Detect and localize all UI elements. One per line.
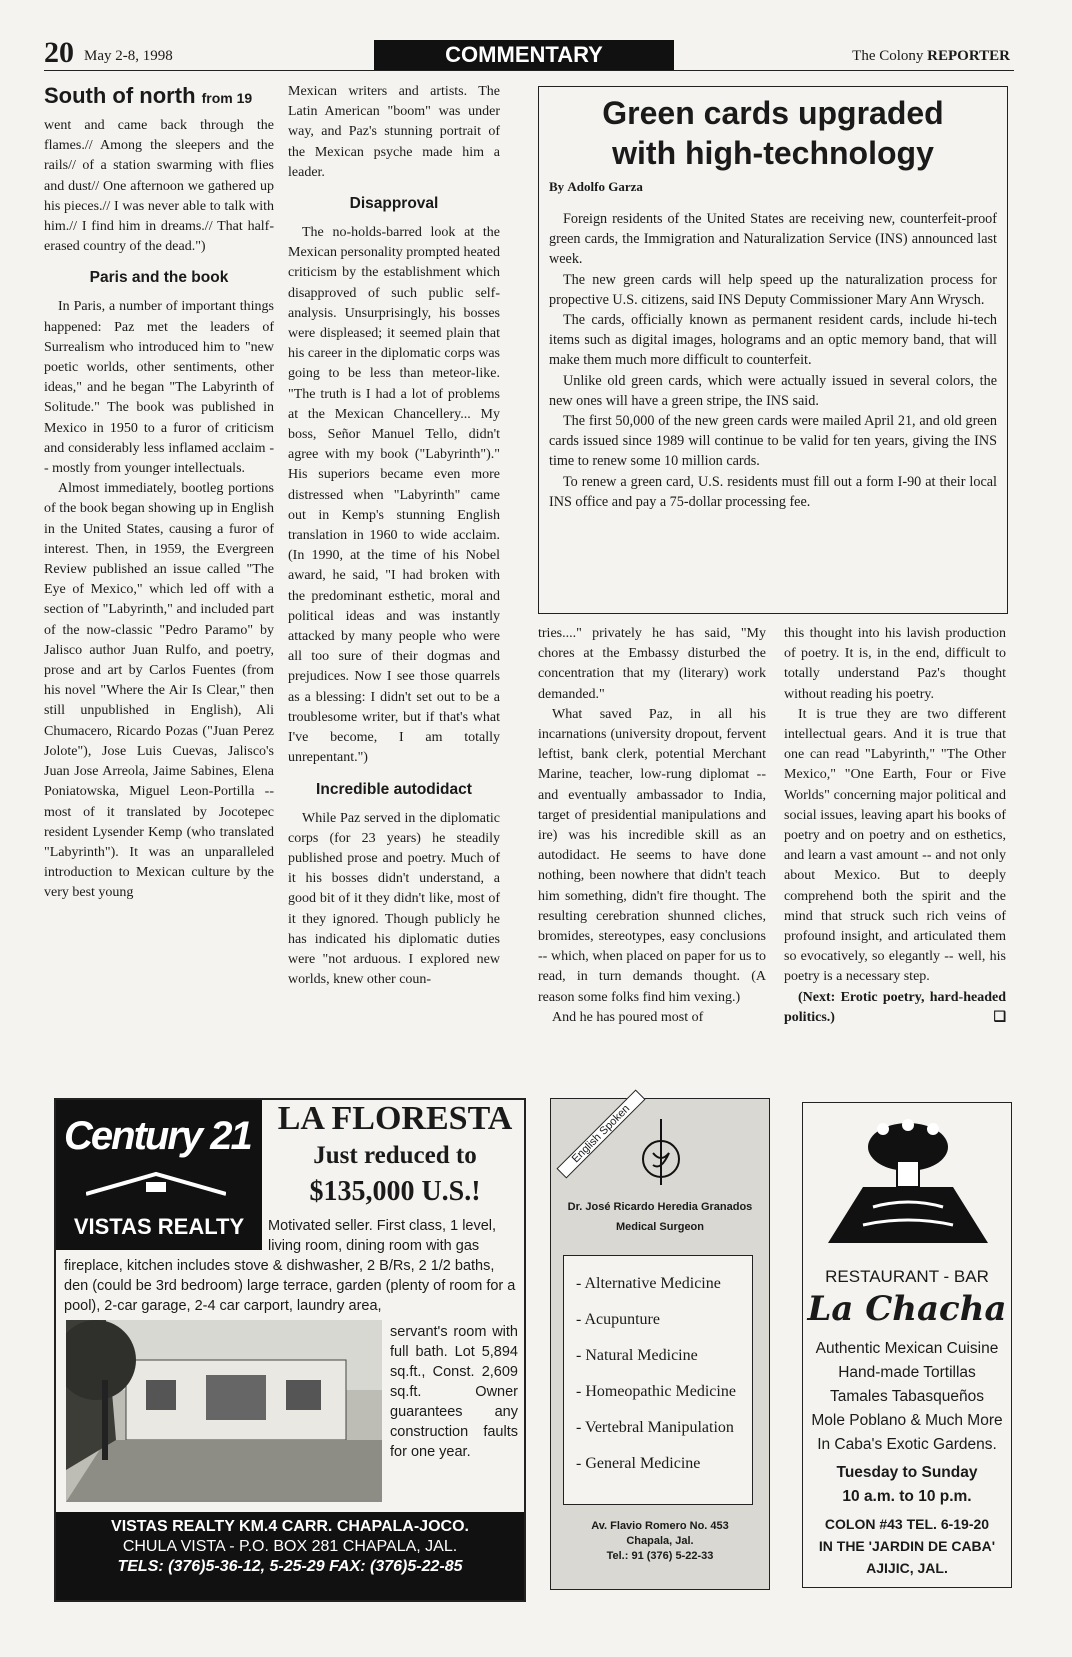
desc-line: Mole Poblano & Much More (811, 1412, 1003, 1429)
next-installment (784, 988, 1006, 1028)
doctor-name: Dr. José Ricardo Heredia Granados (567, 1201, 753, 1213)
subhead-autodidact: Incredible autodidact (316, 780, 472, 798)
page-number: 20 (44, 36, 74, 69)
story-jump-from: from 19 (201, 90, 253, 106)
listing-desc-wide: fireplace, kitchen includes stove & dishwasher, 2 B/Rs, 2 1/2 baths, den (could be 3rd bedroom) large terrace, garden (plenty of room for a pool), 2-car garage, 2-4 car carport, laundry area, (64, 1258, 516, 1314)
green-cards-paragraph: The first 50,000 of the new green cards were mailed April 21, and old green cards issued since 1989 will continue to be valid for ten years, giving the INS time to renew some 10 million cards. (549, 413, 997, 470)
green-cards-paragraph: The cards, officially known as permanent resident cards, include hi-tech items such as digital images, holograms and an optic memory band, that will make them much more difficult to counterfeit. (549, 312, 997, 369)
address-line-1: COLON #43 TEL. 6-19-20 (824, 1516, 990, 1532)
caduceus-logo-icon (631, 1119, 691, 1189)
address-line-2: IN THE 'JARDIN DE CABA' (818, 1538, 996, 1554)
subhead-paris: Paris and the book (89, 269, 229, 287)
green-cards-headline (549, 93, 997, 173)
service-item: - Homeopathic Medicine (576, 1383, 736, 1400)
service-item: - Vertebral Manipulation (576, 1419, 734, 1436)
service-item: - Acupunture (576, 1311, 660, 1328)
page-header (44, 36, 1020, 70)
dancer-illustration (823, 1117, 993, 1247)
doctor-title: Medical Surgeon (615, 1221, 705, 1233)
listing-headline: LA FLORESTA (277, 1100, 513, 1137)
paper-name (852, 48, 1010, 65)
restaurant-kind: RESTAURANT - BAR (825, 1267, 989, 1286)
desc-line: Authentic Mexican Cuisine (815, 1340, 999, 1357)
story-paragraph: this thought into his lavish production of poetry. It is, in the end, difficult to totally understand Paz's thought without reading his poetry. (784, 626, 1006, 702)
century21-agency: VISTAS REALTY (73, 1214, 245, 1239)
subhead-disapproval: Disapproval (349, 195, 439, 213)
century21-logo-text: Century 21 (64, 1114, 251, 1158)
listing-desc-top: Motivated seller. First class, 1 level, living room, dining room with gas (268, 1218, 497, 1254)
story-paragraph: The no-holds-barred look at the Mexican personality prompted heated criticism by the establishment which disapproved of such public self-analysis. Unsurprisingly, his bosses were displeased; it seemed plain that his career in the diplomatic corps was going to be less than meteor-like. "The truth is I had a lot of problems at the Mexican Chancellery... My boss, Señor Manuel Tello, didn't agree with my book ("Labyrinth")." His superiors became even more distressed when "Labyrinth" came out in Kemp's stunning English translation in 1960 to wide acclaim. (In 1990, at the time of his Nobel award, he said, "I had broken with the predominant esthetic, moral and political ideas and was instantly attacked by many people who were all too sure of their dogmas and prejudices. Now I see those quarrels as a blessing: I didn't set out to be a troublesome writer, but if that's what I've become, I am totally unrepentant.") (288, 225, 500, 766)
open-days: Tuesday to Sunday (836, 1464, 978, 1481)
service-item: - Alternative Medicine (576, 1275, 721, 1292)
address-line-3: AJIJIC, JAL. (866, 1560, 948, 1576)
header-rule (44, 70, 1014, 71)
next-installment-text: (Next: Erotic poetry, hard-headed politics.) (784, 989, 1006, 1025)
story-title (44, 82, 274, 112)
la-chacha-ad (802, 1102, 1012, 1588)
century21-ad (54, 1098, 526, 1602)
desc-line: In Caba's Exotic Gardens. (817, 1436, 997, 1453)
service-item: - General Medicine (576, 1455, 701, 1472)
story-paragraph: It is true they are two different intellectual gears. And it is true that one can read "Labyrinth," "The Other Mexico," "One Earth, Four or Five Worlds" concerning major political and social issues, leaving apart his books of poetry and on poetry and on esthetics, and learn a vast amount -- and not only about Mexico. But to deeply comprehend both the spirit and the mind that struck such rich veins of profound insight, and articulated them so evocatively, so elegantly -- well, his poetry is a necessary step. (784, 706, 1006, 985)
service-item: - Natural Medicine (576, 1347, 698, 1364)
restaurant-address (803, 1513, 1011, 1579)
green-cards-byline (549, 179, 997, 195)
open-hours: 10 a.m. to 10 p.m. (842, 1488, 972, 1505)
story-column-1 (44, 82, 274, 904)
restaurant-description (803, 1337, 1011, 1509)
headline-line-2: with high-technology (612, 135, 934, 171)
end-mark-icon: ❑ (993, 1009, 1006, 1025)
byline-author: Adolfo Garza (567, 179, 643, 194)
doctor-ad (550, 1098, 770, 1590)
house-roof-icon (86, 1168, 226, 1198)
green-cards-paragraph: Foreign residents of the United States are receiving new, counterfeit-proof green cards, the Immigration and Naturalization Service (INS) announced last week. (549, 211, 997, 268)
desc-line: Tamales Tabasqueños (830, 1388, 984, 1405)
story-paragraph: went and came back through the flames.// Among the sleepers and the rails// of a station swarming with flies and dust// One afternoon we gathered up his pieces.// I was never able to talk with him.// I find him in dreams.// That half-erased country of the dead.") (44, 118, 274, 255)
listing-price: $135,000 U.S.! (309, 1176, 481, 1207)
story-paragraph: In Paris, a number of important things happened: Paz met the leaders of Surrealism who introduced him to "new poetic worlds, other sentiments, other ideas," and he began "The Labyrinth of Solitude." The book was published in Mexico in 1950 to a furor of criticism and considerably less inflamed acclaim -- mostly from younger intellectuals. (44, 299, 274, 477)
doctor-phone: Tel.: 91 (376) 5-22-33 (606, 1550, 714, 1562)
green-cards-paragraph: The new green cards will help speed up the naturalization process for propective U.S. citizens, said INS Deputy Commissioner Mary Ann Wrysch. (549, 271, 997, 308)
services-list (563, 1255, 753, 1505)
century21-logo (56, 1100, 262, 1250)
story-paragraph: tries...." privately he has said, "My chores at the Embassy disturbed the concentration that my (literary) work demanded." (538, 626, 766, 702)
story-paragraph: What saved Paz, in all his incarnations (university dropout, fervent leftist, bank clerk, potential Merchant Marine, teacher, low-rung diplomat -- and eventually ambassador to India, target of presidential manipulations and ire) was his incredible skill as an autodidact. He seems to have done nothing, been nowhere that didn't teach him something, didn't fire thought. The resulting cerebration shunned cliches, bromides, stereotypes, easy conclusions -- which, when placed on paper for us to read, in turn demands thought. (A reason some folks find him vexing.) (538, 706, 766, 1005)
century21-footer (56, 1512, 524, 1600)
house-photo (66, 1320, 382, 1502)
green-cards-article (538, 86, 1008, 614)
restaurant-name: La Chacha (807, 1289, 1007, 1329)
listing-desc-side: servant's room with full bath. Lot 5,894 sq.ft., Const. 2,609 sq.ft. Owner guarantees any construction faults for one year. (390, 1324, 518, 1460)
story-column-4 (784, 624, 1006, 1028)
story-column-2 (288, 82, 500, 990)
footer-line-1: VISTAS REALTY KM.4 CARR. CHAPALA-JOCO. (111, 1518, 469, 1535)
paper-title: REPORTER (927, 48, 1010, 64)
story-paragraph: While Paz served in the diplomatic corps (for 23 years) he steadily published prose and poetry. Much of it his bosses didn't understand, a good bit of it they didn't like, most of it they ignored. Though publicly he has indicated his diplomatic duties were "not arduous. I explored new worlds, knew other coun- (288, 810, 500, 988)
address-line-1: Av. Flavio Romero No. 453 (591, 1520, 729, 1532)
story-paragraph: Almost immediately, bootleg portions of the book began showing up in English in the United States, causing a furor of interest. Then, in 1959, the Evergreen Review published an issue called "The Eye of Mexico," which led off with a section of "Labyrinth," and included part of the now-classic "Pedro Paramo" by Jalisco author Juan Rulfo, and poetry, prose and art by Carlos Fuentes (from his novel "Where the Air Is Clear," then still unpublished in English), Ali Chumacero, Ricardo Pozas ("Juan Perez Jolote"), Jose Luis Cuevas, Jalisco's Juan Jose Arreola, Jaime Sabines, Elena Poniatowska, Miguel Leon-Portilla -- most of it translated by Jocotepec resident Lysender Kemp (who translated "Labyrinth"). It was an unparalleled introduction to Mexican culture by the very best young (44, 481, 274, 901)
green-cards-paragraph: Unlike old green cards, which were actually issued in several colors, the new ones will have a green stripe, the INS said. (549, 372, 997, 409)
listing-subhead: Just reduced to (313, 1142, 477, 1169)
story-title-text: South of north (44, 83, 196, 108)
issue-date: May 2-8, 1998 (84, 48, 173, 64)
desc-line: Hand-made Tortillas (838, 1364, 976, 1381)
story-column-3 (538, 624, 766, 1028)
headline-line-1: Green cards upgraded (602, 95, 944, 131)
story-paragraph: Mexican writers and artists. The Latin American "boom" was under way, and Paz's stunning portrait of the Mexican psyche made him a leader. (288, 84, 500, 180)
green-cards-body (549, 209, 997, 512)
doctor-address (551, 1519, 769, 1564)
story-paragraph: And he has poured most of (552, 1009, 704, 1025)
section-banner: COMMENTARY (374, 40, 674, 70)
paper-prefix: The Colony (852, 48, 924, 64)
footer-line-2: CHULA VISTA - P.O. BOX 281 CHAPALA, JAL. (122, 1538, 458, 1555)
address-line-2: Chapala, Jal. (626, 1535, 694, 1547)
green-cards-paragraph: To renew a green card, U.S. residents must fill out a form I-90 at their local INS office and pay a 75-dollar processing fee. (549, 473, 997, 510)
english-spoken-banner: English Spoken (556, 1089, 645, 1178)
byline-by: By (549, 179, 565, 194)
footer-line-3: TELS: (376)5-36-12, 5-25-29 FAX: (376)5-22-85 (117, 1558, 463, 1575)
